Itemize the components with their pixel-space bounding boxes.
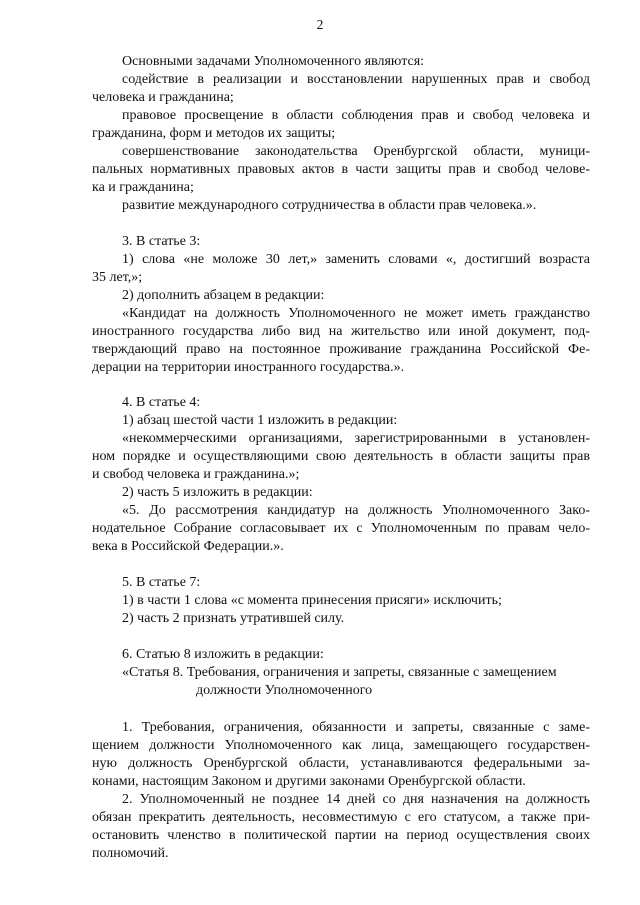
text-line: 1) абзац шестой части 1 изложить в редакции: [122,413,398,428]
section-heading: 5. В статье 7: [122,575,201,590]
text-line: 35 лет,»; [92,270,143,285]
text-line: Основными задачами Уполномоченного являются: [122,54,425,69]
page-number: 2 [316,17,324,32]
text-line: 2) часть 2 признать утратившей силу. [122,611,345,626]
text-line: «Кандидат на должность Уполномоченного не может иметь гражданство [122,306,590,321]
article-title: должности Уполномоченного [196,683,373,698]
text-line: ка и гражданина; [92,180,194,195]
text-line: дерации на территории иностранного государства.». [92,360,405,375]
text-line: нодательное Собрание согласовывает их с Уполномоченным по правам чело- [92,521,590,536]
text-line: развитие международного сотрудничества в области прав человека.». [122,198,537,213]
section-heading: 3. В статье 3: [122,234,201,249]
text-line: остановить членство в политической партии на период осуществления своих [92,828,590,843]
text-line: гражданина, форм и методов их защиты; [92,126,336,141]
text-line: 1) слова «не моложе 30 лет,» заменить словами «, достигший возраста [122,252,590,267]
text-line: 2. Уполномоченный не позднее 14 дней со дня назначения на должность [122,792,590,807]
text-line: 2) часть 5 изложить в редакции: [122,485,313,500]
text-line: щением должности Уполномоченного как лица, замещающего государствен- [92,738,590,753]
text-line: и свобод человека и гражданина.»; [92,467,300,482]
text-line: пальных нормативных правовых актов в части защиты прав и свобод челове- [92,162,590,177]
text-line: «5. До рассмотрения кандидатур на должность Уполномоченного Зако- [122,503,590,518]
section-heading: 6. Статью 8 изложить в редакции: [122,647,324,662]
text-line: иностранного государства либо вид на жительство или иной документ, под- [92,324,590,339]
text-line: ную должность Оренбургской области, устанавливаются федеральными за- [92,756,590,771]
text-line: века в Российской Федерации.». [92,539,284,554]
text-line: содействие в реализации и восстановлении нарушенных прав и свобод [122,72,590,87]
text-line: 1) в части 1 слова «с момента принесения присяги» исключить; [122,593,502,608]
text-line: 2) дополнить абзацем в редакции: [122,288,325,303]
text-line: тверждающий право на постоянное проживание гражданина Российской Фе- [92,342,590,357]
text-line: 1. Требования, ограничения, обязанности и запреты, связанные с заме- [122,720,590,735]
text-line: обязан прекратить деятельность, несовместимую с его статусом, а также при- [92,810,590,825]
text-line: конами, настоящим Законом и другими законами Оренбургской области. [92,774,526,789]
text-line: полномочий. [92,846,169,861]
text-line: ном порядке и осуществляющими свою деятельность в области защиты прав [92,449,590,464]
article-title: «Статья 8. Требования, ограничения и запреты, связанные с замещением [122,665,557,680]
text-line: человека и гражданина; [92,90,234,105]
text-line: правовое просвещение в области соблюдения прав и свобод человека и [122,108,590,123]
text-line: «некоммерческими организациями, зарегистрированными в установлен- [122,431,590,446]
text-line: совершенствование законодательства Оренбургской области, муници- [122,144,590,159]
section-heading: 4. В статье 4: [122,395,201,410]
